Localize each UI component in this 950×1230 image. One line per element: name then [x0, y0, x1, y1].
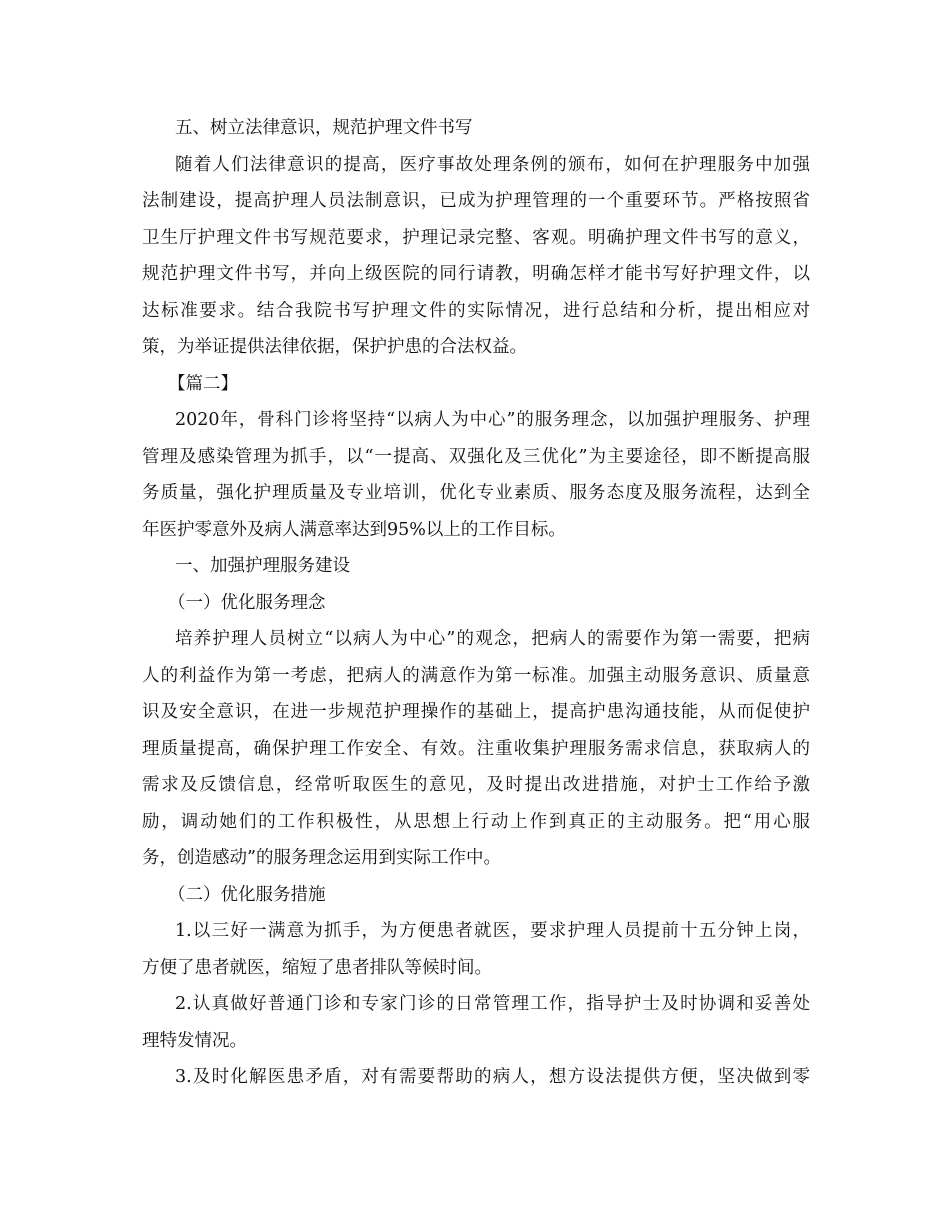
section-heading-service-building	[142, 548, 810, 585]
subsection-heading-service-measures	[142, 877, 810, 914]
text-line: 【篇二】	[168, 373, 238, 394]
text-line: 务，创造感动”的服务理念运用到实际工作中。	[142, 848, 501, 868]
document-page	[142, 110, 810, 1096]
list-item-measure-3	[142, 1059, 810, 1096]
text-line: 2020年，骨科门诊将坚持“以病人为中心”的服务理念，以加强护理服务、护理	[175, 410, 810, 430]
text-line: 2.认真做好普通门诊和专家门诊的日常管理工作，指导护士及时协调和妥善处	[175, 994, 810, 1014]
paragraph-service-concept	[142, 621, 810, 877]
text-line: 五、树立法律意识，规范护理文件书写	[175, 118, 473, 138]
text-line: 方便了患者就医，缩短了患者排队等候时间。	[142, 957, 492, 978]
text-line: 策，为举证提供法律依据，保护护患的合法权益。	[142, 337, 527, 357]
text-line: 一、加强护理服务建设	[175, 556, 350, 576]
paragraph-legal-awareness	[142, 147, 810, 366]
text-line: 3.及时化解医患矛盾，对有需要帮助的病人，想方设法提供方便，坚决做到零	[175, 1067, 810, 1087]
text-line: 识及安全意识，在进一步规范护理操作的基础上，提高护患沟通技能，从而促使护	[142, 702, 810, 722]
text-line: 卫生厅护理文件书写规范要求，护理记录完整、客观。明确护理文件书写的意义，	[142, 227, 810, 248]
text-line: 理质量提高，确保护理工作安全、有效。注重收集护理服务需求信息，获取病人的	[142, 738, 810, 759]
text-line: 励，调动她们的工作积极性，从思想上行动上作到真正的主动服务。把“用心服	[142, 811, 810, 832]
text-line: （二）优化服务措施	[168, 884, 326, 905]
subsection-heading-service-concept	[142, 585, 810, 622]
list-item-measure-2	[142, 986, 810, 1059]
text-line: 需求及反馈信息，经常听取医生的意见，及时提出改进措施，对护士工作给予激	[142, 775, 810, 795]
text-line: 理特发情况。	[142, 1030, 247, 1051]
text-line: 规范护理文件书写，并向上级医院的同行请教，明确怎样才能书写好护理文件，以	[142, 264, 810, 284]
text-line: 培养护理人员树立“以病人为中心”的观念，把病人的需要作为第一需要，把病	[175, 629, 810, 649]
list-item-measure-1	[142, 913, 810, 986]
part-heading-two	[142, 366, 810, 403]
paragraph-2020-plan	[142, 402, 810, 548]
text-line: 法制建设，提高护理人员法制意识，已成为护理管理的一个重要环节。严格按照省	[142, 191, 810, 211]
text-line: 随着人们法律意识的提高，医疗事故处理条例的颁布，如何在护理服务中加强	[175, 154, 810, 175]
text-line: 1.以三好一满意为抓手，为方便患者就医，要求护理人员提前十五分钟上岗，	[175, 921, 810, 941]
text-line: 管理及感染管理为抓手，以“一提高、双强化及三优化”为主要途径，即不断提高服	[142, 446, 810, 467]
text-line: 人的利益作为第一考虑，把病人的满意作为第一标准。加强主动服务意识、质量意	[142, 665, 810, 686]
text-line: 务质量，强化护理质量及专业培训，优化专业素质、服务态度及服务流程，达到全	[142, 483, 810, 503]
text-line: 年医护零意外及病人满意率达到95%以上的工作目标。	[142, 519, 566, 540]
text-line: （一）优化服务理念	[168, 592, 326, 613]
text-line: 达标准要求。结合我院书写护理文件的实际情况，进行总结和分析，提出相应对	[142, 300, 810, 321]
section-heading-legal-awareness	[142, 110, 810, 147]
